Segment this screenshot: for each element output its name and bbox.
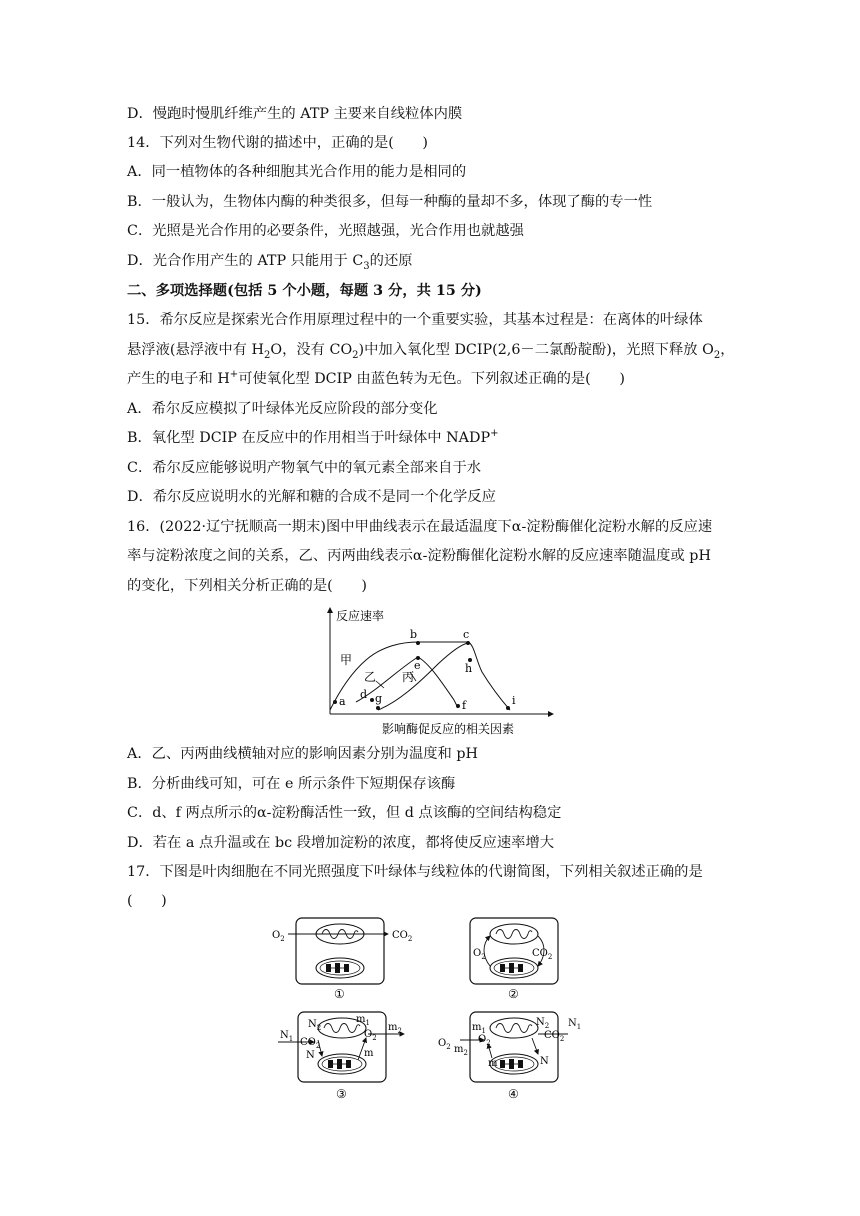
graph-y-label: 反应速率 <box>336 609 385 623</box>
point-g: g <box>375 692 383 705</box>
cell2-number: ② <box>508 987 519 1001</box>
point-e: e <box>414 659 421 672</box>
cell2-o2: $O_2$ <box>473 948 486 961</box>
point-f: f <box>462 699 467 712</box>
question-15-line-3: 产生的电子和 H+可使氧化型 DCIP 由蓝色转为无色。下列叙述正确的是( ) <box>127 369 625 387</box>
cell3-n1: $N_1$ <box>280 1030 294 1043</box>
point-h: h <box>465 662 473 675</box>
cell3-number: ③ <box>336 1087 347 1101</box>
cell4-o2: $O_2$ <box>478 1034 491 1047</box>
q14-option-a: A．同一植物体的各种细胞其光合作用的能力是相同的 <box>127 164 467 180</box>
cell4-co2: $CO_2$ <box>544 1030 565 1043</box>
point-a: a <box>339 695 346 708</box>
q15-option-c: C．希尔反应能够说明产物氧气中的氧元素全部来自于水 <box>127 460 482 476</box>
cell4-o2-left: $O_2$ <box>438 1038 451 1051</box>
cell4-number: ④ <box>508 1087 519 1101</box>
cell3-m1: $m_1$ <box>356 1014 370 1027</box>
cell-metabolism-diagram <box>268 912 568 1102</box>
cell4-n: N <box>540 1056 549 1067</box>
q15-option-b: B．氧化型 DCIP 在反应中的作用相当于叶绿体中 NADP+ <box>127 428 499 446</box>
cell4-m: m <box>488 1058 498 1069</box>
question-17-line-1: 17．下图是叶肉细胞在不同光照强度下叶绿体与线粒体的代谢简图，下列相关叙述正确的是 <box>127 864 703 880</box>
question-14: 14．下列对生物代谢的描述中，正确的是( ) <box>127 135 428 151</box>
point-c: c <box>463 628 470 641</box>
cell1-number: ① <box>334 987 345 1001</box>
q16-option-a: A．乙、丙两曲线横轴对应的影响因素分别为温度和 pH <box>127 746 479 762</box>
cell4-m1: $m_1$ <box>472 1022 486 1035</box>
section-2-heading: 二、多项选择题(包括 5 个小题，每题 3 分，共 15 分) <box>127 283 482 299</box>
cell3-m: m <box>364 1048 374 1059</box>
enzyme-rate-graph <box>318 602 558 740</box>
point-d: d <box>360 688 368 701</box>
graph-x-label: 影响酶促反应的相关因素 <box>382 722 515 736</box>
cell1-co2: $CO_2$ <box>392 930 413 943</box>
question-15-line-1: 15．希尔反应是探索光合作用原理过程中的一个重要实验，其基本过程是：在离体的叶绿体 <box>127 312 703 328</box>
line-d-prev: D．慢跑时慢肌纤维产生的 ATP 主要来自线粒体内膜 <box>127 106 463 122</box>
q14-option-b: B．一般认为，生物体内酶的种类很多，但每一种酶的量却不多，体现了酶的专一性 <box>127 194 653 210</box>
cell1-o2: $O_2$ <box>272 930 285 943</box>
curve-yi-label: 乙 <box>364 670 377 684</box>
cell4-n2: $N_2$ <box>536 1017 550 1030</box>
cell3-n2: $N_2$ <box>308 1019 322 1032</box>
curve-jia-label: 甲 <box>340 653 353 667</box>
point-b: b <box>410 628 418 641</box>
cell3-o2: $O_2$ <box>364 1029 377 1042</box>
q14-option-c: C．光照是光合作用的必要条件，光照越强，光合作用也就越强 <box>127 223 524 239</box>
cell4-n1: $N_1$ <box>568 1018 582 1031</box>
q14-option-d: D．光合作用产生的 ATP 只能用于 $C_3$的还原 <box>127 253 413 272</box>
q15-option-d: D．希尔反应说明水的光解和糖的合成不是同一个化学反应 <box>127 489 496 505</box>
question-16-line-1: 16．(2022·辽宁抚顺高一期末)图中甲曲线表示在最适温度下α-淀粉酶催化淀粉水解的反应速 <box>127 519 713 535</box>
q16-option-c: C．d、f 两点所示的α-淀粉酶活性一致，但 d 点该酶的空间结构稳定 <box>127 805 562 821</box>
question-17-line-2: ( ) <box>127 893 167 909</box>
question-15-line-2: 悬浮液(悬浮液中有 $H_2O$，没有 $CO_2$)中加入氧化型 DCIP(2,6－二氯酚靛酚)，光照下释放 $O_2$， <box>127 342 735 361</box>
cell4-m2: $m_2$ <box>454 1044 468 1057</box>
question-16-line-2: 率与淀粉浓度之间的关系，乙、丙两曲线表示α-淀粉酶催化淀粉水解的反应速率随温度或 pH <box>127 548 711 564</box>
question-16-line-3: 的变化，下列相关分析正确的是( ) <box>127 578 367 594</box>
curve-bing-label: 丙 <box>402 670 415 684</box>
cell3-n: N <box>306 1050 315 1061</box>
q16-option-d: D．若在 a 点升温或在 bc 段增加淀粉的浓度，都将使反应速率增大 <box>127 835 555 851</box>
point-i: i <box>512 694 516 707</box>
cell3-co2: $CO_2$ <box>300 1037 321 1050</box>
cell3-m2: $m_2$ <box>388 1022 402 1035</box>
q16-option-b: B．分析曲线可知，可在 e 所示条件下短期保存该酶 <box>127 776 456 792</box>
cell2-co2: $CO_2$ <box>532 948 553 961</box>
q15-option-a: A．希尔反应模拟了叶绿体光反应阶段的部分变化 <box>127 401 438 417</box>
